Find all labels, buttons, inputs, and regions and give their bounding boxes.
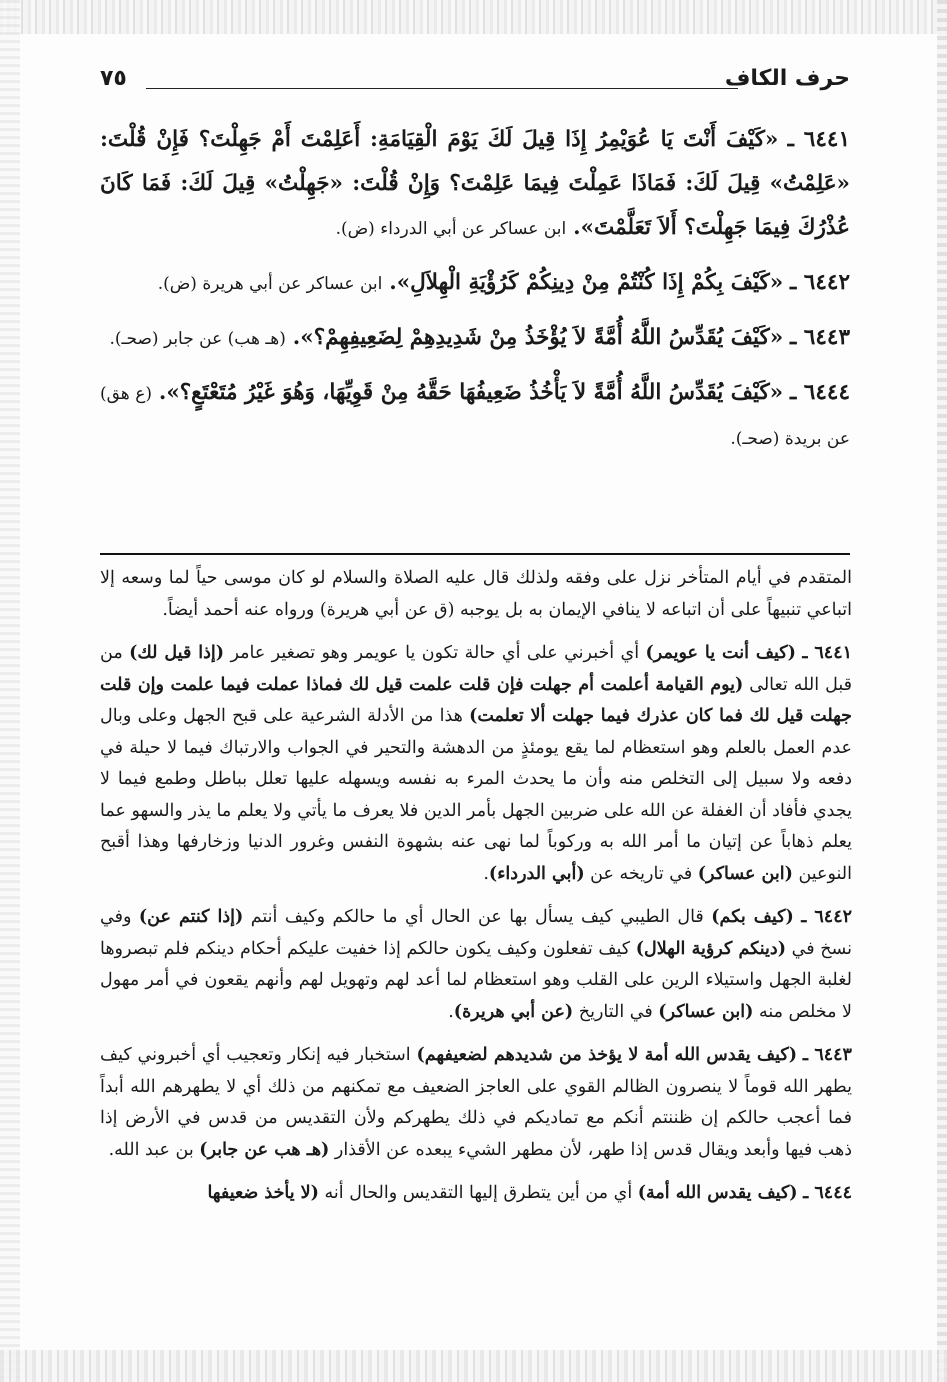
hadith-number: ٦٤٤٣ ـ bbox=[790, 325, 850, 350]
hadith-entry bbox=[100, 371, 850, 461]
commentary-quote: (دينكم كرؤية الهلال) bbox=[635, 938, 786, 959]
commentary-text: استخبار فيه إنكار وتعجيب أي أخبروني كيف يطهر الله قوماً لا ينصرون الظالم القوي على العاجز الضعيف مع تمكنهم من ذلك أي لا يطهرهم الله أبداً فما أعجب حالكم إن ظننتم أنكم مع تماديكم في ذلك يطهركم ولأن التقديس من قدس في الأرض إذا ذهب فيها وأبعد ويقال قدس إذا طهر، لأن مطهر الشيء يبعده عن الأقذار bbox=[100, 1045, 852, 1160]
commentary-paragraph bbox=[100, 1040, 852, 1166]
hadith-number: ٦٤٤١ ـ bbox=[787, 127, 850, 152]
hadith-entry bbox=[100, 118, 850, 251]
commentary-source: (ابن عساكر) bbox=[697, 863, 793, 884]
commentary-lead: (كيف أنت يا عويمر) bbox=[645, 643, 796, 663]
hadith-entry bbox=[100, 316, 850, 361]
hadith-entry bbox=[100, 261, 850, 306]
commentary-source: (أبي الدرداء) bbox=[488, 863, 585, 884]
hadith-text: «كَيْفَ أَنْتَ يَا عُوَيْمِرُ إِذَا قِيلَ لَكَ يَوْمَ الْقِيَامَةِ: أَعَلِمْتَ أَمْ جَهِلْتَ؟ فَإِنْ قُلْتَ: «عَلِمْتُ» قِيلَ لَكَ: فَمَاذَا عَمِلْتَ فِيمَا عَلِمْتَ؟ وَإِنْ قُلْتَ: «جَهِلْتُ» قِيلَ لَكَ: فَمَا كَانَ عُذْرُكَ فِيمَا جَهِلْتَ؟ أَلاَ تَعَلَّمْتَ». bbox=[100, 127, 850, 240]
commentary-text: وفي نسخ في bbox=[100, 907, 852, 959]
commentary-text: من قبل الله تعالى bbox=[100, 643, 852, 695]
scan-edge-right bbox=[937, 0, 947, 1382]
commentary-text: هذا من الأدلة الشرعية على قبح الجهل وعلى وبال عدم العمل بالعلم وهو استعظام لما يقع يومئذٍ من الدهشة والتحير في الجواب والارتباك فيما لا حيلة في دفعه ولا سبيل إلى التخلص منه وأن ما يحدث المرء به نفسه ويسهله عليها تعلل بباطل وطمع فيما لا يجدي فأفاد أن الغفلة عن الله على ضربين الجهل بأمر الدين فلا يعرف ما يأتي ولا يعلم ما يذر والسهو عما يعلم ذهاباً عن إتيان ما أمر الله به وركوباً لما نهى عنه بشهوة النفس وغرور الدنيا وزخارفها وهذا أقبح النوعين bbox=[100, 706, 852, 884]
commentary-lead: (كيف بكم) bbox=[711, 907, 794, 927]
hadith-number: ٦٤٤٢ ـ bbox=[790, 270, 850, 295]
hadith-text: «كَيْفَ يُقَدِّسُ اللَّهُ أُمَّةً لاَ يُؤْخَذُ مِنْ شَدِيدِهِمْ لِضَعِيفِهِمْ؟». bbox=[292, 325, 784, 350]
commentary-text: أي أخبرني على أي حالة تكون يا عويمر وهو تصغير عامر bbox=[224, 643, 646, 663]
hadith-text: «كَيْفَ بِكُمْ إِذَا كُنْتُمْ مِنْ دِينِكُمْ كَرُؤْيَةِ الْهِلاَلِ». bbox=[389, 270, 784, 295]
hadith-source: ابن عساكر عن أبي هريرة (ض). bbox=[157, 274, 383, 294]
commentary-number: ٦٤٤١ ـ bbox=[802, 643, 852, 663]
hadith-number: ٦٤٤٤ ـ bbox=[789, 380, 850, 405]
commentary-paragraph bbox=[100, 638, 852, 890]
scan-edge-top bbox=[0, 0, 947, 34]
scan-edge-left bbox=[0, 0, 20, 1382]
commentary-quote: (إذا كنتم عن) bbox=[138, 907, 244, 927]
commentary-paragraph bbox=[100, 1178, 852, 1210]
footnote-separator bbox=[100, 553, 850, 555]
commentary-number: ٦٤٤٤ ـ bbox=[803, 1183, 852, 1203]
hadith-list bbox=[100, 118, 850, 471]
scan-edge-bottom bbox=[0, 1350, 947, 1382]
hadith-source: (هـ هب) عن جابر (صحـ). bbox=[109, 329, 286, 349]
commentary-intro: المتقدم في أيام المتأخر نزل على وفقه ولذلك قال عليه الصلاة والسلام لو كان موسى حياً لما وسعه إلا اتباعي تنبيهاً على أن اتباعه لا ينافي الإيمان به بل يوجبه (ق عن أبي هريرة) ورواه عنه أحمد أيضاً. bbox=[100, 568, 852, 620]
commentary-quote: (إذا قيل لك) bbox=[129, 643, 225, 663]
commentary-text: قال الطيبي كيف يسأل بها عن الحال أي ما حالكم وكيف أنتم bbox=[243, 907, 712, 927]
hadith-source: (ع هق) عن بريدة (صحـ). bbox=[100, 384, 850, 449]
commentary-lead: (كيف يقدس الله أمة لا يؤخذ من شديدهم لضعيفهم) bbox=[416, 1045, 798, 1065]
commentary-quote: (لا يأخذ ضعيفها bbox=[207, 1183, 319, 1203]
commentary-number: ٦٤٤٢ ـ bbox=[801, 907, 852, 927]
commentary-text: في تاريخه عن bbox=[584, 863, 698, 884]
commentary-text: . bbox=[448, 1001, 454, 1022]
chapter-title: حرف الكاف bbox=[724, 66, 850, 91]
commentary-lead: (كيف يقدس الله أمة) bbox=[637, 1183, 798, 1203]
commentary-section bbox=[100, 563, 852, 1222]
commentary-text: . bbox=[483, 863, 489, 884]
commentary-source: (عن أبي هريرة) bbox=[453, 1001, 574, 1022]
page-number: ٧٥ bbox=[100, 66, 127, 91]
commentary-text: كيف تفعلون وكيف يكون حالكم إذا خفيت عليكم أحكام دينكم فلم تبصروها لغلبة الجهل واستيلاء الرين على القلب وهو استعظام لما أعد لهم وتهويل لهم وأنهم يقعون في أمر مهول لا مخلص منه bbox=[100, 938, 852, 1022]
hadith-text: «كَيْفَ يُقَدِّسُ اللَّهُ أُمَّةً لاَ يَأْخُذُ ضَعِيفُهَا حَقَّهُ مِنْ قَوِيِّهَا، وَهُوَ غَيْرُ مُتَعْتَعٍ؟». bbox=[158, 380, 784, 405]
commentary-number: ٦٤٤٣ ـ bbox=[802, 1045, 852, 1065]
header-rule bbox=[146, 88, 738, 89]
commentary-text: في التاريخ bbox=[573, 1001, 659, 1022]
commentary-text: أي من أين يتطرق إليها التقديس والحال أنه bbox=[318, 1183, 638, 1203]
commentary-source: (هـ هب عن جابر) bbox=[199, 1139, 330, 1160]
commentary-source: (ابن عساكر) bbox=[658, 1001, 754, 1022]
commentary-paragraph bbox=[100, 902, 852, 1028]
page-header bbox=[100, 62, 850, 102]
hadith-source: ابن عساكر عن أبي الدرداء (ض). bbox=[335, 219, 567, 239]
commentary-quote: (يوم القيامة أعلمت أم جهلت فإن قلت علمت قيل لك فماذا عملت فيما علمت وإن قلت جهلت قيل لك فما كان عذرك فيما جهلت ألا تعلمت) bbox=[100, 674, 853, 726]
commentary-text: بن عبد الله. bbox=[108, 1139, 200, 1160]
